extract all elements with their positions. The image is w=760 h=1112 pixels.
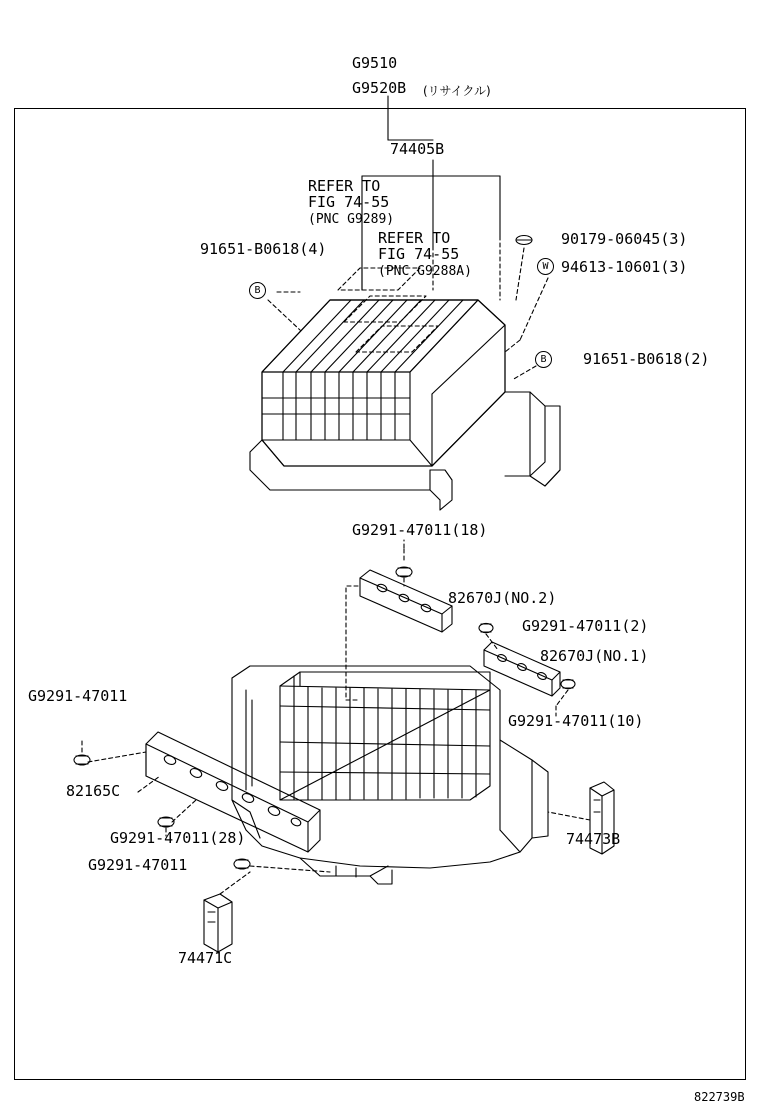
label-g9520b-jp: (リサイクル) bbox=[423, 84, 491, 98]
label-94613-10601-3: 94613-10601(3) bbox=[561, 258, 688, 276]
label-82670j-no1: 82670J(NO.1) bbox=[540, 647, 649, 665]
label-refer-to-1-line1: REFER TO bbox=[308, 177, 381, 195]
marker-washer-w: W bbox=[537, 258, 554, 275]
label-refer-to-1-line2: FIG 74-55 bbox=[308, 193, 390, 211]
label-g9291-47011-bottom: G9291-47011 bbox=[88, 856, 188, 874]
label-g9510: G9510 bbox=[352, 54, 398, 72]
label-g9520b: G9520B bbox=[352, 79, 407, 97]
label-g9291-47011-2: G9291-47011(2) bbox=[522, 617, 649, 635]
label-74471c: 74471C bbox=[178, 949, 233, 967]
label-90179-06045-3: 90179-06045(3) bbox=[561, 230, 688, 248]
label-refer-to-2-line2: FIG 74-55 bbox=[378, 245, 460, 263]
label-g9291-47011-28: G9291-47011(28) bbox=[110, 829, 246, 847]
label-refer-to-1-pnc: (PNC G9289) bbox=[308, 212, 395, 227]
label-g9291-47011-left: G9291-47011 bbox=[28, 687, 128, 705]
label-91651-b0618-4: 91651-B0618(4) bbox=[200, 240, 327, 258]
label-g9291-47011-10: G9291-47011(10) bbox=[508, 712, 644, 730]
label-91651-b0618-2: 91651-B0618(2) bbox=[583, 350, 710, 368]
label-refer-to-2-pnc: (PNC G9288A) bbox=[378, 264, 472, 279]
footer-code: 822739B bbox=[694, 1090, 745, 1104]
label-82670j-no2: 82670J(NO.2) bbox=[448, 589, 557, 607]
label-82165c: 82165C bbox=[66, 782, 121, 800]
marker-bolt-b-2: B bbox=[535, 351, 552, 368]
label-74405b: 74405B bbox=[390, 140, 445, 158]
label-g9291-47011-18: G9291-47011(18) bbox=[352, 521, 488, 539]
label-74473b: 74473B bbox=[566, 830, 621, 848]
label-refer-to-2-line1: REFER TO bbox=[378, 229, 451, 247]
marker-bolt-b-4: B bbox=[249, 282, 266, 299]
